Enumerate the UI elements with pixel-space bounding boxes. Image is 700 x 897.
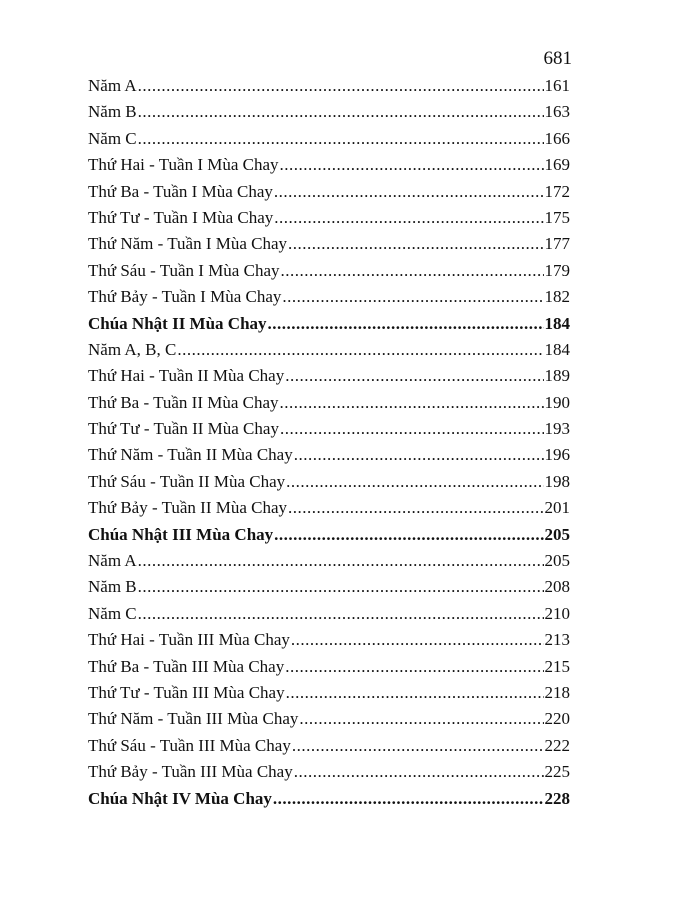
toc-entry-title: Thứ Sáu - Tuần III Mùa Chay — [88, 735, 291, 755]
toc-section-heading — [88, 786, 570, 812]
toc-section-heading — [88, 311, 570, 337]
toc-entry-page: 222 — [544, 735, 570, 755]
toc-entry — [88, 363, 570, 389]
dot-leader — [138, 601, 544, 627]
dot-leader — [285, 654, 543, 680]
toc-entry-page: 175 — [544, 207, 570, 227]
toc-entry-page: 215 — [544, 656, 570, 676]
toc-entry-title: Năm B — [88, 577, 137, 597]
toc-entry-page: 189 — [544, 366, 570, 386]
toc-entry-page: 205 — [544, 551, 570, 571]
toc-entry-page: 196 — [544, 445, 570, 465]
toc-entry — [88, 548, 570, 574]
toc-entry-title: Năm B — [88, 102, 137, 122]
dot-leader — [274, 522, 543, 548]
toc-entry — [88, 442, 570, 468]
toc-entry-page: 177 — [544, 234, 570, 254]
toc-entry-title: Năm A — [88, 76, 137, 95]
toc-entry-page: 213 — [544, 630, 570, 650]
dot-leader — [288, 495, 543, 521]
toc-entry-page: 179 — [544, 260, 570, 280]
toc-entry — [88, 99, 570, 125]
dot-leader — [280, 416, 544, 442]
toc-entry-page: 225 — [544, 762, 570, 782]
toc-entry — [88, 73, 570, 99]
toc-entry — [88, 390, 570, 416]
dot-leader — [280, 152, 544, 178]
toc-entry-page: 169 — [544, 155, 570, 175]
toc-entry-title: Thứ Hai - Tuần II Mùa Chay — [88, 366, 285, 386]
toc-entry-title: Thứ Sáu - Tuần II Mùa Chay — [88, 471, 286, 491]
toc-entry-page: 205 — [544, 524, 570, 544]
dot-leader — [138, 73, 544, 99]
toc-entry-title: Năm A — [88, 551, 137, 571]
toc-entry — [88, 258, 570, 284]
dot-leader — [286, 469, 543, 495]
toc-entry-title: Thứ Ba - Tuần II Mùa Chay — [88, 392, 279, 412]
toc-entry — [88, 152, 570, 178]
dot-leader — [294, 759, 544, 785]
toc-entry-page: 182 — [544, 287, 570, 307]
toc-entry — [88, 706, 570, 732]
toc-entry-title: Thứ Sáu - Tuần I Mùa Chay — [88, 260, 280, 280]
toc-entry — [88, 337, 570, 363]
table-of-contents — [88, 73, 570, 812]
toc-entry-title: Thứ Bảy - Tuần I Mùa Chay — [88, 287, 282, 307]
toc-entry-page: 193 — [544, 419, 570, 439]
toc-entry — [88, 654, 570, 680]
toc-entry — [88, 495, 570, 521]
toc-entry-page: 228 — [544, 788, 570, 808]
dot-leader — [282, 284, 543, 310]
toc-entry-page: 210 — [544, 603, 570, 623]
toc-entry-title: Thứ Tư - Tuần III Mùa Chay — [88, 682, 285, 702]
toc-entry-title: Năm A, B, C — [88, 339, 177, 359]
toc-entry-page: 218 — [544, 682, 570, 702]
toc-entry-page: 184 — [544, 313, 570, 333]
dot-leader — [292, 733, 544, 759]
toc-entry — [88, 469, 570, 495]
dot-leader — [177, 337, 543, 363]
dot-leader — [274, 205, 543, 231]
toc-entry-title: Thứ Ba - Tuần I Mùa Chay — [88, 181, 273, 201]
toc-entry-page: 163 — [544, 102, 570, 122]
dot-leader — [294, 442, 544, 468]
toc-entry — [88, 205, 570, 231]
toc-entry — [88, 574, 570, 600]
toc-entry-title: Chúa Nhật III Mùa Chay — [88, 524, 274, 544]
dot-leader — [288, 231, 543, 257]
dot-leader — [138, 126, 544, 152]
toc-entry-page: 208 — [544, 577, 570, 597]
toc-entry-title: Thứ Bảy - Tuần II Mùa Chay — [88, 498, 288, 518]
toc-entry — [88, 231, 570, 257]
dot-leader — [138, 99, 544, 125]
dot-leader — [291, 627, 544, 653]
toc-entry-title: Thứ Hai - Tuần I Mùa Chay — [88, 155, 279, 175]
toc-entry — [88, 680, 570, 706]
toc-entry-page: 198 — [544, 471, 570, 491]
toc-entry — [88, 284, 570, 310]
dot-leader — [280, 390, 544, 416]
dot-leader — [138, 574, 544, 600]
toc-entry-title: Thứ Ba - Tuần III Mùa Chay — [88, 656, 285, 676]
toc-entry-title: Thứ Tư - Tuần II Mùa Chay — [88, 419, 279, 439]
toc-entry-title: Thứ Năm - Tuần II Mùa Chay — [88, 445, 293, 465]
toc-entry-page: 172 — [544, 181, 570, 201]
toc-entry-page: 161 — [544, 76, 570, 95]
toc-entry — [88, 126, 570, 152]
toc-entry-page: 201 — [544, 498, 570, 518]
toc-entry-title: Thứ Hai - Tuần III Mùa Chay — [88, 630, 290, 650]
toc-entry-title: Thứ Bảy - Tuần III Mùa Chay — [88, 762, 293, 782]
dot-leader — [274, 179, 544, 205]
toc-entry — [88, 733, 570, 759]
toc-entry-title: Chúa Nhật IV Mùa Chay — [88, 788, 272, 808]
toc-entry-title: Năm C — [88, 128, 137, 148]
toc-entry-title: Thứ Năm - Tuần I Mùa Chay — [88, 234, 288, 254]
toc-section-heading — [88, 522, 570, 548]
dot-leader — [299, 706, 543, 732]
dot-leader — [138, 548, 544, 574]
toc-entry-title: Năm C — [88, 603, 137, 623]
dot-leader — [268, 311, 544, 337]
toc-entry-title: Thứ Năm - Tuần III Mùa Chay — [88, 709, 299, 729]
dot-leader — [286, 680, 544, 706]
toc-entry — [88, 179, 570, 205]
toc-entry-page: 220 — [544, 709, 570, 729]
dot-leader — [281, 258, 544, 284]
toc-entry-page: 190 — [544, 392, 570, 412]
toc-entry — [88, 627, 570, 653]
page-number: 681 — [543, 48, 572, 69]
toc-entry-title: Chúa Nhật II Mùa Chay — [88, 313, 267, 333]
toc-entry-page: 166 — [544, 128, 570, 148]
toc-entry-page: 184 — [544, 339, 570, 359]
toc-entry — [88, 759, 570, 785]
toc-entry-title: Thứ Tư - Tuần I Mùa Chay — [88, 207, 274, 227]
toc-entry — [88, 601, 570, 627]
toc-entry — [88, 416, 570, 442]
dot-leader — [285, 363, 543, 389]
dot-leader — [273, 786, 544, 812]
